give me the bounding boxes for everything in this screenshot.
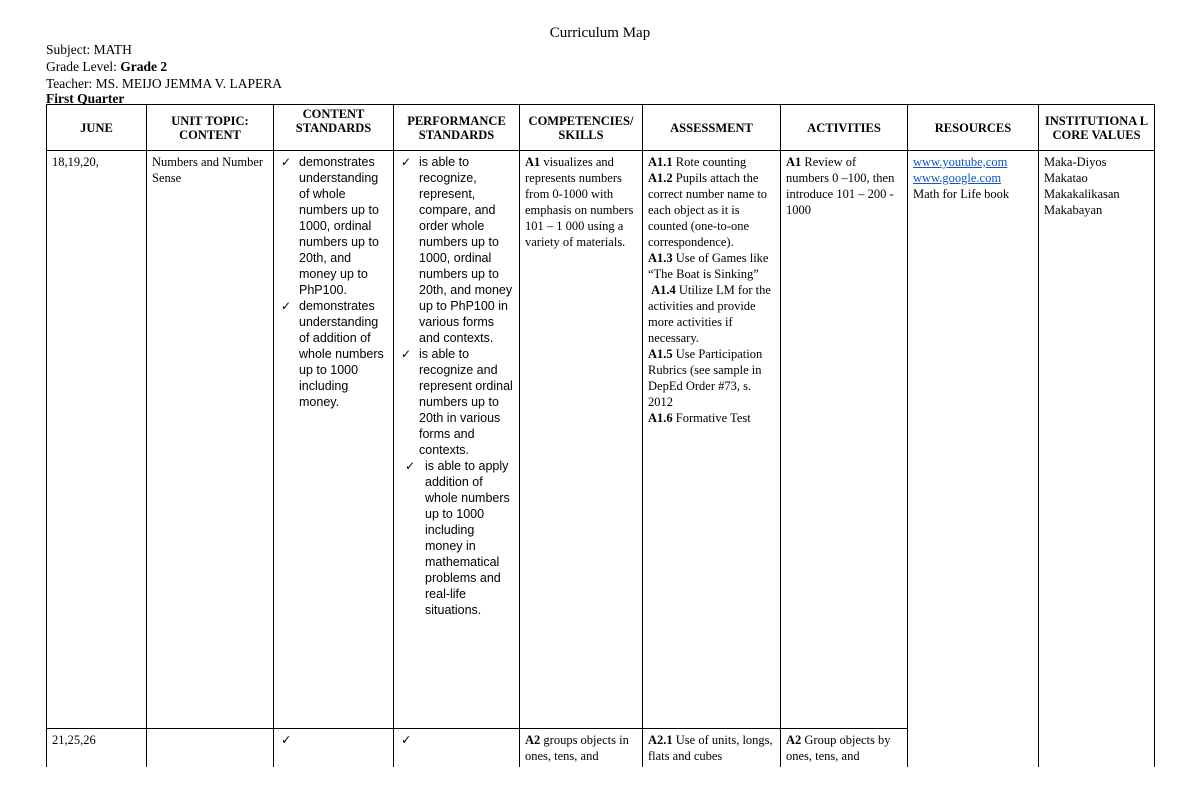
header-month: JUNE	[47, 105, 147, 151]
row2-activities	[781, 729, 908, 768]
check-icon: ✓	[281, 732, 292, 747]
check-icon: ✓	[401, 155, 412, 169]
assessment-item: A1.6 Formative Test	[648, 411, 751, 425]
header-content-standards: CONTENT STANDARDS	[274, 105, 394, 151]
grade-value: Grade 2	[120, 59, 168, 74]
row1-assessment	[643, 151, 781, 729]
assessment-item: A1.2 Pupils attach the correct number name to each object as it is counted (one-to-one correspondence).	[648, 171, 768, 249]
activity-code: A1	[786, 155, 802, 169]
row2-unit-topic	[147, 729, 274, 768]
activity-text: Review of numbers 0 –100, then introduce 101 – 200 - 1000	[786, 155, 895, 217]
row1-dates: 18,19,20,	[47, 151, 147, 729]
header-performance-standards: PERFORMANCE STANDARDS	[394, 105, 520, 151]
subject-label: Subject:	[46, 42, 91, 57]
list-item: ✓ is able to recognize and represent ordinal numbers up to 20th in various forms and contexts.	[401, 347, 513, 457]
row1-performance-standards	[394, 151, 520, 729]
subject-value: MATH	[93, 42, 132, 57]
core-value: Maka-Diyos	[1044, 155, 1107, 169]
subject-line	[46, 41, 132, 58]
row1-unit-topic: Numbers and Number Sense	[147, 151, 274, 729]
row2-assessment	[643, 729, 781, 768]
table-row	[47, 151, 1155, 729]
core-value: Makabayan	[1044, 203, 1103, 217]
assessment-text: Use of units, longs, flats and cubes	[648, 733, 773, 763]
row1-competencies	[520, 151, 643, 729]
grade-line	[46, 58, 167, 75]
core-value: Makakalikasan	[1044, 187, 1120, 201]
list-item: ✓ is able to apply addition of whole numbers up to 1000 including money in mathematical problems and real-life situations.	[405, 459, 510, 617]
assessment-item: A1.4 Utilize LM for the activities and provide more activities if necessary.	[648, 283, 771, 345]
row2-content-standards	[274, 729, 394, 768]
activity-text: Group objects by ones, tens, and	[786, 733, 891, 763]
header-core-values: INSTITUTIONA L CORE VALUES	[1039, 105, 1155, 151]
assessment-item: A1.1 Rote counting	[648, 155, 747, 169]
competency-text: groups objects in ones, tens, and	[525, 733, 629, 763]
teacher-label: Teacher:	[46, 76, 93, 91]
teacher-value: MS. MEIJO JEMMA V. LAPERA	[95, 76, 282, 91]
competency-text: visualizes and represents numbers from 0-1000 with emphasis on numbers 101 – 1 000 using a variety of materials.	[525, 155, 634, 249]
list-item: ✓ demonstrates understanding of addition of whole numbers up to 1000 including money.	[281, 299, 384, 409]
row1-resources	[908, 151, 1039, 768]
header-unit-topic: UNIT TOPIC: CONTENT	[147, 105, 274, 151]
list-item: ✓ is able to recognize, represent, compare, and order whole numbers up to 1000, ordinal numbers up to 20th, and money up to PhP100 in various forms and contexts.	[401, 155, 513, 345]
row1-content-standards	[274, 151, 394, 729]
google-link[interactable]: www.google.com	[913, 171, 1002, 185]
list-item: ✓ demonstrates understanding of whole numbers up to 1000, ordinal numbers up to 20th, and money up to PhP100.	[281, 155, 379, 297]
check-icon: ✓	[405, 459, 416, 473]
grade-label: Grade Level:	[46, 59, 117, 74]
row2-competencies	[520, 729, 643, 768]
curriculum-table	[46, 104, 1155, 767]
row2-performance-standards	[394, 729, 520, 768]
competency-code: A1	[525, 155, 541, 169]
quarter-label: First Quarter	[46, 91, 125, 106]
row1-core-values	[1039, 151, 1155, 768]
resource-book: Math for Life book	[913, 187, 1010, 201]
page-title: Curriculum Map	[549, 25, 651, 41]
core-value: Makatao	[1044, 171, 1088, 185]
competency-code: A2	[525, 733, 541, 747]
header-competencies: COMPETENCIES/ SKILLS	[520, 105, 643, 151]
header-resources: RESOURCES	[908, 105, 1039, 151]
header-row	[47, 105, 1155, 151]
activity-code: A2	[786, 733, 802, 747]
header-activities: ACTIVITIES	[781, 105, 908, 151]
row2-dates: 21,25,26	[47, 729, 147, 768]
assessment-code: A2.1	[648, 733, 673, 747]
check-icon: ✓	[401, 732, 412, 747]
check-icon: ✓	[401, 347, 412, 361]
check-icon: ✓	[281, 299, 292, 313]
check-icon: ✓	[281, 155, 292, 169]
header-assessment: ASSESSMENT	[643, 105, 781, 151]
assessment-item: A1.3 Use of Games like “The Boat is Sinking”	[648, 251, 769, 281]
youtube-link[interactable]: www.youtube,com	[913, 155, 1008, 169]
assessment-item: A1.5 Use Participation Rubrics (see sample in DepEd Order #73, s. 2012	[648, 347, 763, 409]
row1-activities	[781, 151, 908, 729]
